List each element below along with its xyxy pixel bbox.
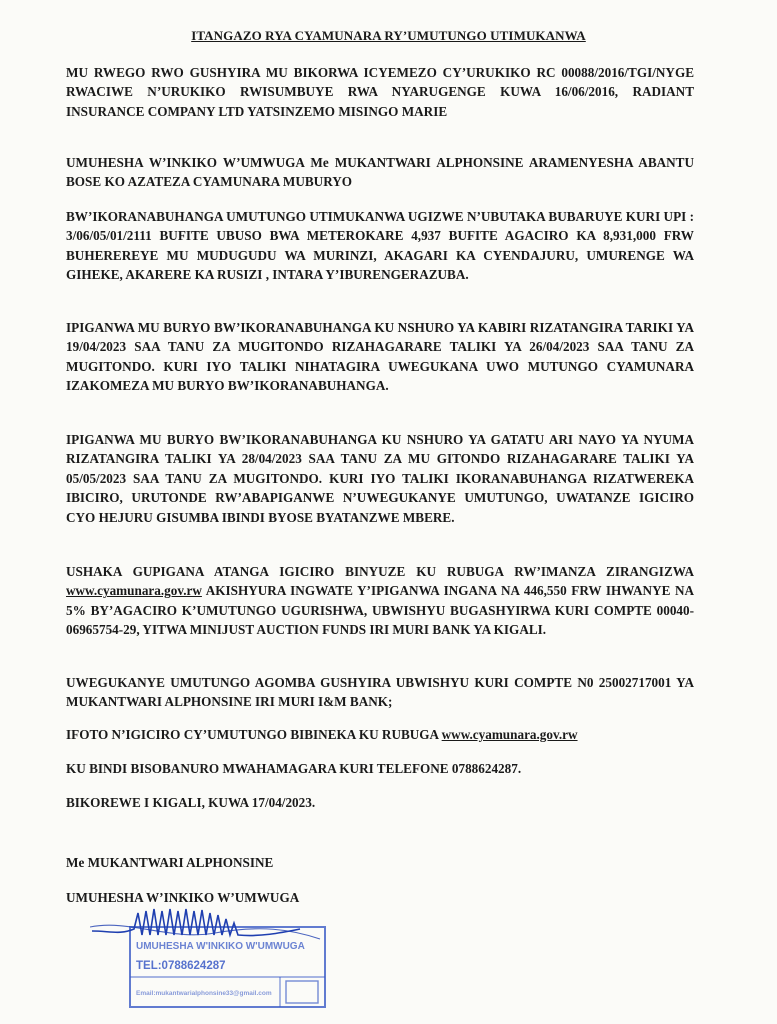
paragraph-payment-account: UWEGUKANYE UMUTUNGO AGOMBA GUSHYIRA UBWISHYU KURI COMPTE N0 25002717001 YA MUKANTWARI ALPHONSINE IRI MURI I&M BANK;	[66, 675, 694, 710]
paragraph-second-auction: IPIGANWA MU BURYO BW’IKORANABUHANGA KU NSHURO YA KABIRI RIZATANGIRA TARIKI YA 19/04/2023 SAA TANU ZA MUGITONDO RIZAHAGARARE TALIKI YA 26/04/2023 SAA TANU ZA MUGITONDO. KURI IYO TALIKI NIHATAGIRA UWEGUKANA UWO MUTUNGO CYAMUNARA IZAKOMEZA MU BURYO BW’IKORANABUHANGA.	[66, 320, 694, 394]
paragraph-photo-info	[66, 725, 694, 744]
notice-title: ITANGAZO RYA CYAMUNARA RY’UMUTUNGO UTIMUKANWA	[191, 28, 586, 43]
signatory-name: Me MUKANTWARI ALPHONSINE	[66, 855, 274, 870]
stamp-email: Email:mukantwarialphonsine33@gmail.com	[136, 990, 272, 997]
paragraph-bailiff-announcement: UMUHESHA W’INKIKO W’UMWUGA Me MUKANTWARI ALPHONSINE ARAMENYESHA ABANTU BOSE KO AZATEZA CYAMUNARA MUBURYO	[66, 155, 694, 190]
paragraph-court-decision: MU RWEGO RWO GUSHYIRA MU BIKORWA ICYEMEZO CY’URUKIKO RC 00088/2016/TGI/NYGE RWACIWE N’URUKIKO RWISUMBUYE RWA NYARUGENGE KUWA 16/06/2016, RADIANT INSURANCE COMPANY LTD YATSINZEMO MISINGO MARIE	[66, 65, 694, 119]
stamp-bailiff-title: UMUHESHA W'INKIKO W'UMWUGA	[136, 941, 305, 952]
photo-info-text: IFOTO N’IGICIRO CY’UMUTUNGO BIBINEKA KU RUBUGA	[66, 727, 442, 742]
auction-website-link[interactable]: www.cyamunara.gov.rw	[66, 583, 202, 599]
bidding-text-end: AKISHYURA INGWATE Y’IPIGANWA INGANA NA 446,550 FRW IHWANYE NA 5% BY’AGACIRO K’UMUTUNGO UGURISHWA, UBWISHYU BUGASHYIRWA KURI COMPTE 00040-06965754-29, YITWA MINIJUST AUCTION FUNDS IRI MURI BANK YA KIGALI.	[66, 583, 694, 638]
signatory-title: UMUHESHA W’INKIKO W’UMWUGA	[66, 890, 300, 905]
photo-website-link[interactable]: www.cyamunara.gov.rw	[441, 727, 578, 742]
paragraph-contact-phone: KU BINDI BISOBANURO MWAHAMAGARA KURI TELEFONE 0788624287.	[66, 761, 522, 776]
paragraph-third-auction: IPIGANWA MU BURYO BW’IKORANABUHANGA KU NSHURO YA GATATU ARI NAYO YA NYUMA RIZATANGIRA TALIKI YA 28/04/2023 SAA TANU ZA MU GITONDO RIZAHAGARARE TALIKI YA 05/05/2023 SAA TANU ZA MUGITONDO. KURI IYO TALIKI IKORANABUHANGA RIZATWEREKA IBICIRO, URUTONDE RW’ABAPIGANWE N’UWEGUKANYE UMUTUNGO, UWATANZE IGICIRO CYO HEJURU GISUMBA IBINDI BYOSE BYATANZWE MBERE.	[66, 432, 694, 525]
bidding-text-start: USHAKA GUPIGANA ATANGA IGICIRO BINYUZE KU RUBUGA RW’IMANZA ZIRANGIZWA	[66, 564, 694, 579]
stamp-phone: TEL:0788624287	[136, 960, 226, 972]
paragraph-bidding-instructions	[66, 562, 694, 640]
official-stamp-with-signature	[90, 905, 340, 1010]
paragraph-date-place: BIKOREWE I KIGALI, KUWA 17/04/2023.	[66, 795, 316, 810]
paragraph-property-description: BW’IKORANABUHANGA UMUTUNGO UTIMUKANWA UGIZWE N’UBUTAKA BUBARUYE KURI UPI : 3/06/05/01/2111 BUFITE UBUSO BWA METEROKARE 4,937 BUFITE AGACIRO KA 8,931,000 FRW BUHEREREYE MU MUDUGUDU WA MURINZI, AKAGARI KA CYENDAJURU, UMURENGE WA GIHEKE, AKARERE KA RUSIZI , INTARA Y’IBURENGERAZUBA.	[66, 209, 694, 283]
